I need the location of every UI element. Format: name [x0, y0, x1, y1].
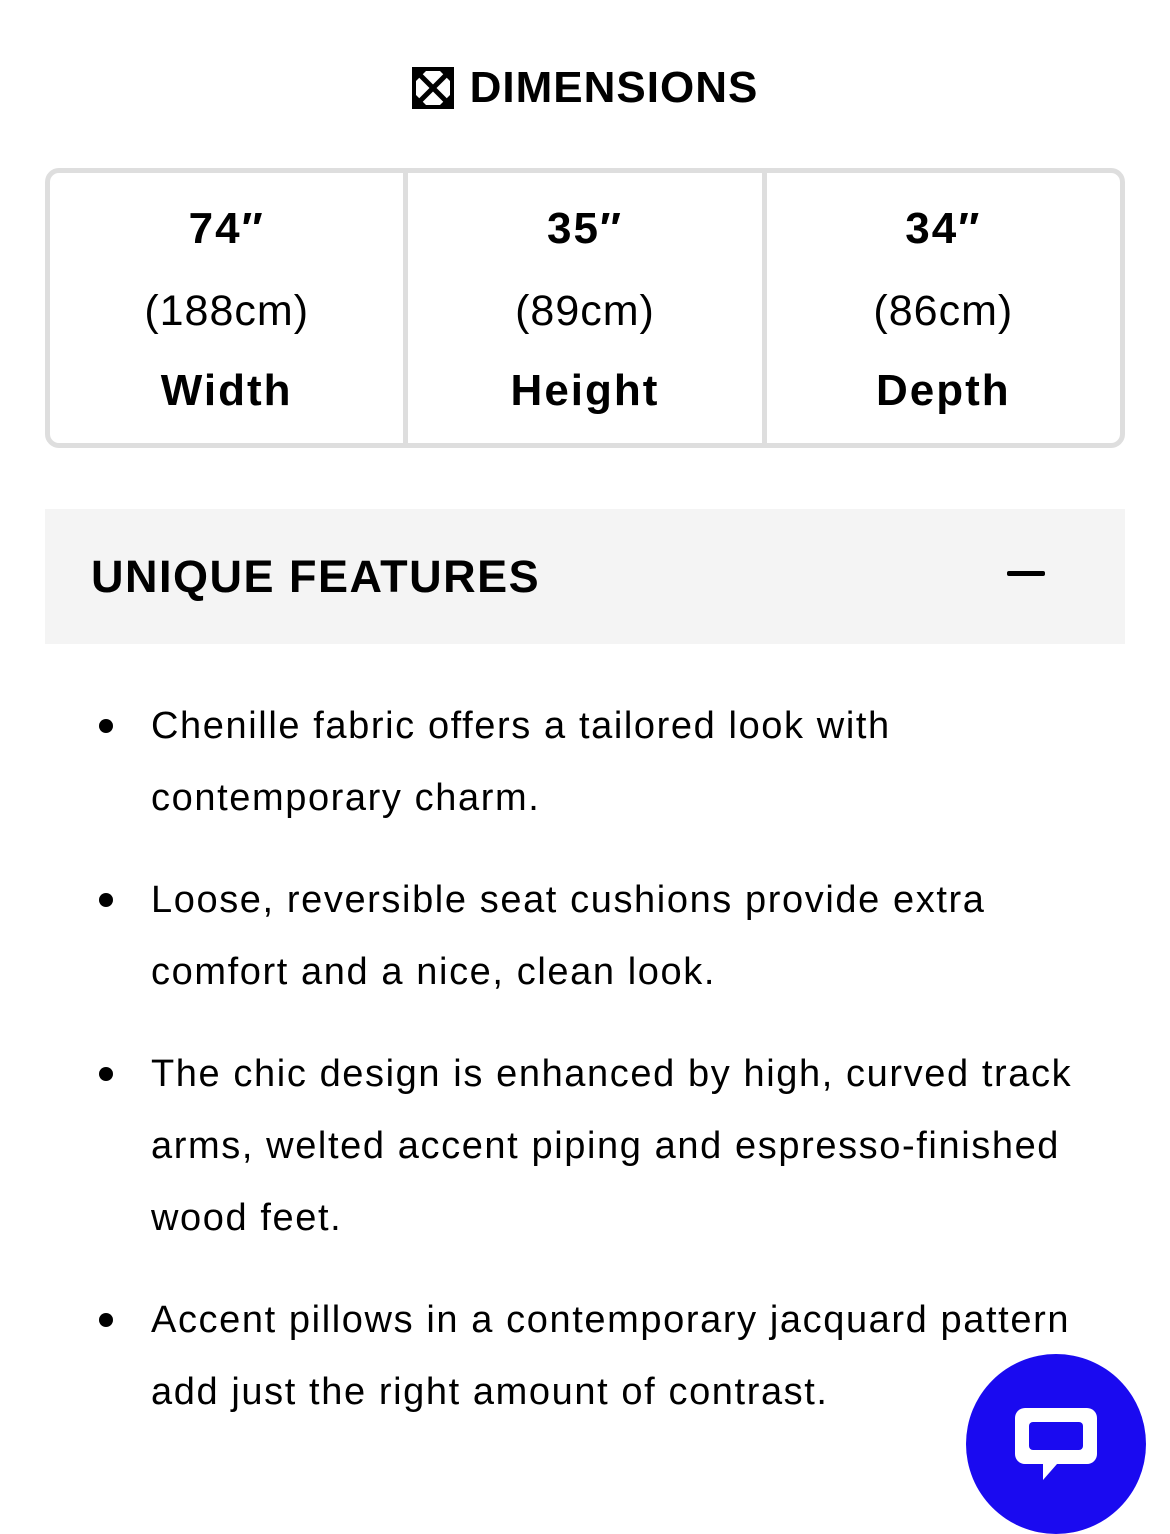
dimension-depth	[767, 173, 1120, 443]
bullet-icon	[99, 1313, 113, 1327]
feature-text: The chic design is enhanced by high, curved track arms, welted accent piping and espresso-finished wood feet.	[151, 1053, 1073, 1239]
feature-text: Chenille fabric offers a tailored look with contemporary charm.	[151, 705, 891, 819]
chat-button[interactable]	[966, 1354, 1146, 1534]
feature-text: Loose, reversible seat cushions provide extra comfort and a nice, clean look.	[151, 879, 986, 993]
list-item	[0, 1038, 1170, 1254]
bullet-icon	[99, 1067, 113, 1081]
feature-text: Accent pillows in a contemporary jacquard pattern add just the right amount of contrast.	[151, 1299, 1071, 1413]
dimensions-header	[0, 62, 1170, 114]
dimensions-table	[45, 168, 1125, 448]
dimension-metric: (86cm)	[873, 287, 1014, 335]
dimension-label: Depth	[875, 366, 1011, 415]
dimension-value: 35″	[546, 204, 623, 253]
dimension-value: 34″	[905, 204, 982, 253]
dimension-width	[50, 173, 408, 443]
dimension-metric: (89cm)	[515, 287, 655, 335]
dimensions-title: DIMENSIONS	[469, 63, 759, 112]
expand-arrows-icon	[412, 67, 454, 109]
dimension-metric: (188cm)	[144, 287, 310, 335]
dimension-value: 74″	[188, 204, 265, 253]
dimension-label: Width	[160, 366, 293, 415]
dimension-height	[408, 173, 766, 443]
list-item	[0, 690, 1170, 834]
unique-features-title: UNIQUE FEATURES	[91, 550, 541, 602]
dimension-label: Height	[510, 366, 660, 415]
bullet-icon	[99, 719, 113, 733]
chat-bubble-icon	[1011, 1404, 1101, 1484]
list-item	[0, 864, 1170, 1008]
bullet-icon	[99, 893, 113, 907]
minus-icon[interactable]	[1007, 571, 1045, 576]
features-list	[0, 690, 1170, 1458]
unique-features-accordion-header[interactable]	[45, 509, 1125, 644]
